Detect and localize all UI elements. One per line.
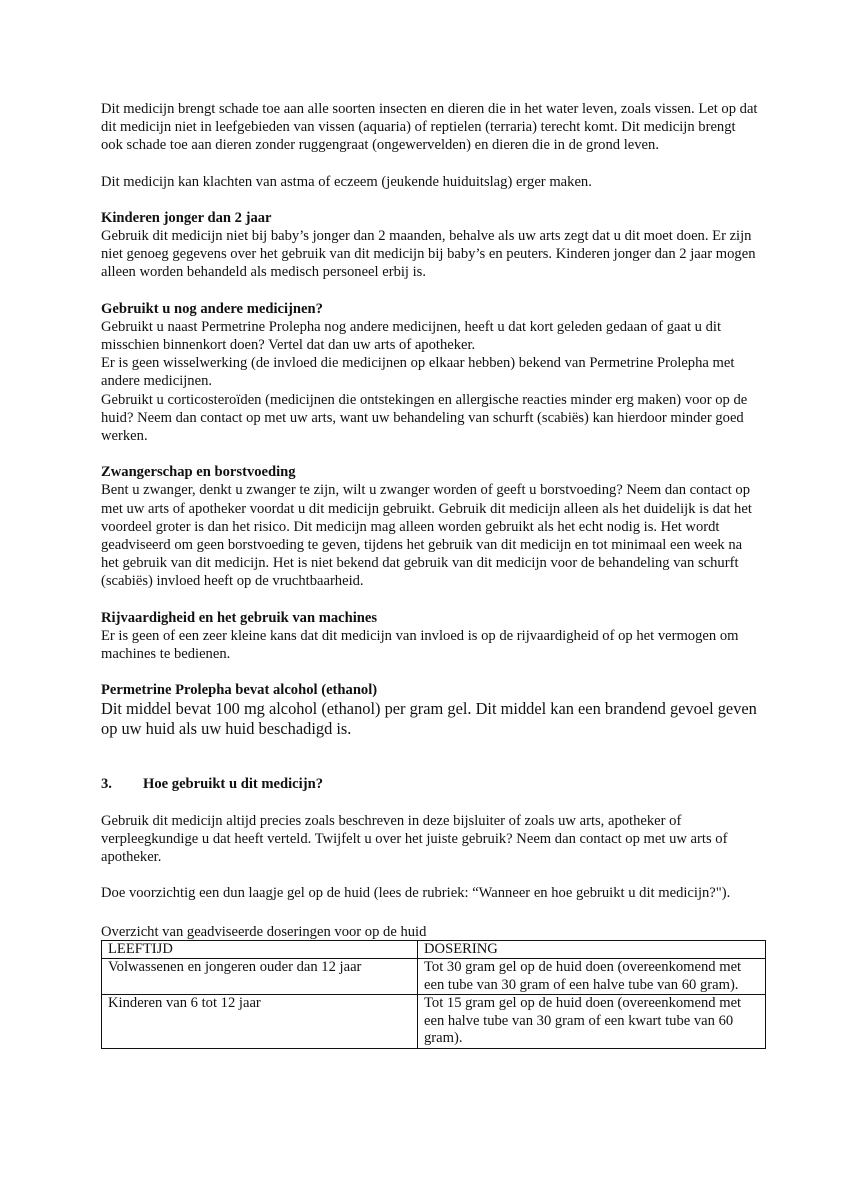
section-pregnancy <box>101 463 761 590</box>
usage-paragraph: Gebruik dit medicijn altijd precies zoals beschreven in deze bijsluiter of zoals uw arts, apotheker of verpleegkundige u dat heeft verteld. Twijfelt u over het juiste gebruik? Neem dan contact op met uw arts of apotheker. <box>101 812 728 866</box>
alcohol-text: Dit middel bevat 100 mg alcohol (ethanol) per gram gel. Dit middel kan een brandend gevoel geven op uw huid als uw huid beschadigd is. <box>101 699 757 739</box>
asthma-warning: Dit medicijn kan klachten van astma of eczeem (jeukende huiduitslag) erger maken. <box>101 173 592 190</box>
other-medicines-line-2: Er is geen wisselwerking (de invloed die medicijnen op elkaar hebben) bekend van Permetrine Prolepha met andere medicijnen. <box>101 355 735 390</box>
application-paragraph: Doe voorzichtig een dun laagje gel op de huid (lees de rubriek: “Wanneer en hoe gebruikt u dit medicijn?"). <box>101 885 731 902</box>
section-children <box>101 209 761 282</box>
dosage-cell: Tot 15 gram gel op de huid doen (overeenkomend met een halve tube van 30 gram of een kwart tube van 60 gram). <box>418 995 766 1049</box>
section-3-heading <box>101 775 761 793</box>
leaflet-page <box>101 100 761 1049</box>
table-row <box>102 959 766 995</box>
other-medicines-line-3: Gebruikt u corticosteroïden (medicijnen die ontstekingen en allergische reacties minder erg maken) voor op de huid? Neem dan contact op met uw arts, want uw behandeling van schurft (scabiës) kan hierdoor minder goed werken. <box>101 391 748 445</box>
alcohol-heading: Permetrine Prolepha bevat alcohol (ethanol) <box>101 682 378 699</box>
section-title: Hoe gebruikt u dit medicijn? <box>143 776 323 793</box>
children-text: Gebruik dit medicijn niet bij baby’s jonger dan 2 maanden, behalve als uw arts zegt dat u dit moet doen. Er zijn niet genoeg gegevens over het gebruik van dit medicijn bij baby’s en peuters. Kinderen jonger dan 2 jaar mogen alleen worden behandeld als medisch personeel erbij is. <box>101 228 756 281</box>
section-alcohol <box>101 681 761 739</box>
dosing-table <box>101 940 766 1050</box>
children-heading: Kinderen jonger dan 2 jaar <box>101 209 272 226</box>
age-cell: Kinderen van 6 tot 12 jaar <box>102 995 418 1049</box>
section-driving <box>101 609 761 664</box>
other-medicines-line-1: Gebruikt u naast Permetrine Prolepha nog andere medicijnen, heeft u dat kort geleden gedaan of gaat u dit misschien binnenkort doen? Vertel dat dan uw arts of apotheker. <box>101 318 722 354</box>
pregnancy-text: Bent u zwanger, denkt u zwanger te zijn, wilt u zwanger worden of geeft u borstvoeding? Neem dan contact op met uw arts of apotheker voordat u dit medicijn gebruikt. Gebruik dit medicijn alleen als het duidelijk is dat het voordeel groter is dan het risico. Dit medicijn mag alleen worden gebruikt als het echt nodig is. Het wordt geadviseerd om geen borstvoeding te geven, tijdens het gebruik van dit medicijn en tot minimaal een week na het gebruik van dit medicijn. Het is niet bekend dat gebruik van dit medicijn voor de behandeling van schurft (scabiës) invloed heeft op de vruchtbaarheid. <box>101 482 752 590</box>
table-header-row <box>102 940 766 959</box>
other-medicines-heading: Gebruikt u nog andere medicijnen? <box>101 300 323 317</box>
intro-paragraph: Dit medicijn brengt schade toe aan alle soorten insecten en dieren die in het water leven, zoals vissen. Let op dat dit medicijn niet in leefgebieden van vissen (aquaria) of reptielen (terraria) terecht komt. Dit medicijn brengt ook schade toe aan dieren zonder ruggengraat (ongewervelden) en dieren die in de grond leven. <box>101 101 758 154</box>
driving-text: Er is geen of een zeer kleine kans dat dit medicijn van invloed is op de rijvaardigheid of op het vermogen om machines te bedienen. <box>101 627 739 663</box>
table-caption: Overzicht van geadviseerde doseringen voor op de huid <box>101 923 427 940</box>
section-number: 3. <box>101 776 112 793</box>
section-other-medicines <box>101 300 761 446</box>
dosage-cell: Tot 30 gram gel op de huid doen (overeenkomend met een tube van 30 gram of een halve tube van 60 gram). <box>418 959 766 995</box>
column-header-age: LEEFTIJD <box>102 940 418 959</box>
table-row <box>102 995 766 1049</box>
age-cell: Volwassenen en jongeren ouder dan 12 jaar <box>102 959 418 995</box>
driving-heading: Rijvaardigheid en het gebruik van machines <box>101 609 378 626</box>
column-header-dosage: DOSERING <box>418 940 766 959</box>
pregnancy-heading: Zwangerschap en borstvoeding <box>101 464 296 481</box>
